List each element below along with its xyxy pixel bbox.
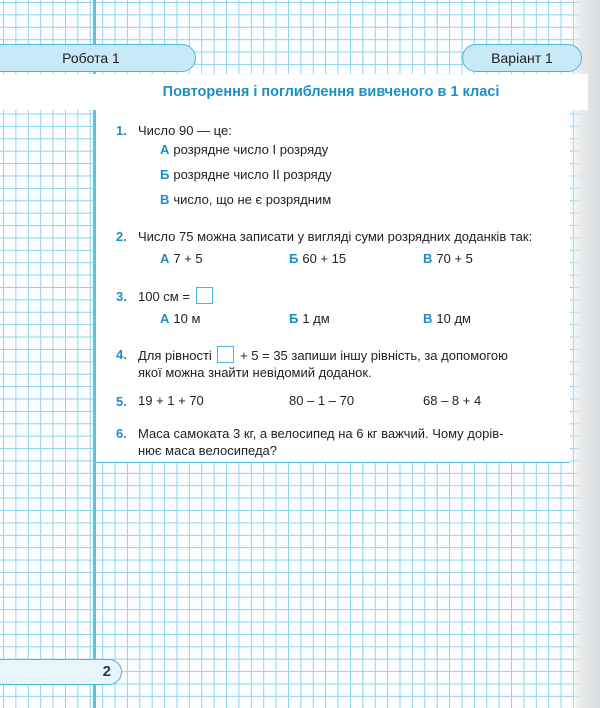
question-text: Число 90 — це: [138,123,232,138]
question-text-line1: Маса самоката 3 кг, а велосипед на 6 кг важчий. Чому дорів- [138,426,504,441]
option-letter: Б [160,167,170,182]
option-letter: В [160,192,170,207]
question-number: 2. [116,229,127,244]
option-letter: В [423,311,433,326]
answer-box[interactable] [217,346,234,363]
option-2a[interactable] [160,251,203,266]
option-letter: А [160,142,170,157]
option-letter: В [423,251,433,266]
option-text: розрядне число ІІ розряду [173,167,332,182]
question-text-after: + 5 = 35 запиши іншу рівність, за допомогою [240,348,508,363]
option-3c[interactable] [423,311,471,326]
option-1a[interactable] [160,142,328,157]
question-text-line2: нює маса велосипеда? [138,443,277,458]
option-2b[interactable] [289,251,346,266]
question-number: 5. [116,394,127,409]
question-1 [116,122,232,139]
variant-label-text: Варіант 1 [491,50,553,66]
question-2 [116,228,532,245]
answer-box[interactable] [196,287,213,304]
expression-1: 19 + 1 + 70 [138,393,204,408]
option-3a[interactable] [160,311,200,326]
option-text: 70 + 5 [436,251,473,266]
question-number: 4. [116,347,127,362]
option-text: число, що не є розрядним [173,192,332,207]
option-1c[interactable] [160,192,331,207]
option-text: розрядне число І розряду [173,142,329,157]
question-number: 6. [116,426,127,441]
option-1b[interactable] [160,167,332,182]
option-3b[interactable] [289,311,330,326]
question-4 [116,346,138,363]
question-number: 1. [116,123,127,138]
expression-3: 68 – 8 + 4 [423,393,482,408]
option-text: 60 + 15 [302,251,347,266]
exercise-area [96,110,570,463]
page-title: Повторення і поглиблення вивченого в 1 класі [162,84,500,100]
question-5 [116,393,138,410]
option-text: 1 дм [302,311,330,326]
page-number: 2 [102,663,111,680]
page-number-tab [0,659,122,685]
question-text: 100 см = [138,289,190,304]
question-text-line2: якої можна знайти невідомий доданок. [138,365,372,380]
option-text: 10 дм [436,311,471,326]
option-2c[interactable] [423,251,473,266]
question-4-text [138,346,558,381]
option-text: 7 + 5 [173,251,203,266]
expression-2: 80 – 1 – 70 [289,393,355,408]
option-letter: Б [289,311,299,326]
work-label [0,44,196,72]
question-6 [116,425,138,442]
option-text: 10 м [173,311,201,326]
work-label-text: Робота 1 [62,50,120,66]
variant-label [462,44,582,72]
question-text: Число 75 можна записати у вигляді суми розрядних доданків так: [138,229,533,244]
question-6-text [138,425,558,459]
option-letter: Б [289,251,299,266]
question-number: 3. [116,289,127,304]
question-text-before: Для рівності [138,348,212,363]
option-letter: А [160,311,170,326]
option-letter: А [160,251,170,266]
question-3 [116,287,215,305]
